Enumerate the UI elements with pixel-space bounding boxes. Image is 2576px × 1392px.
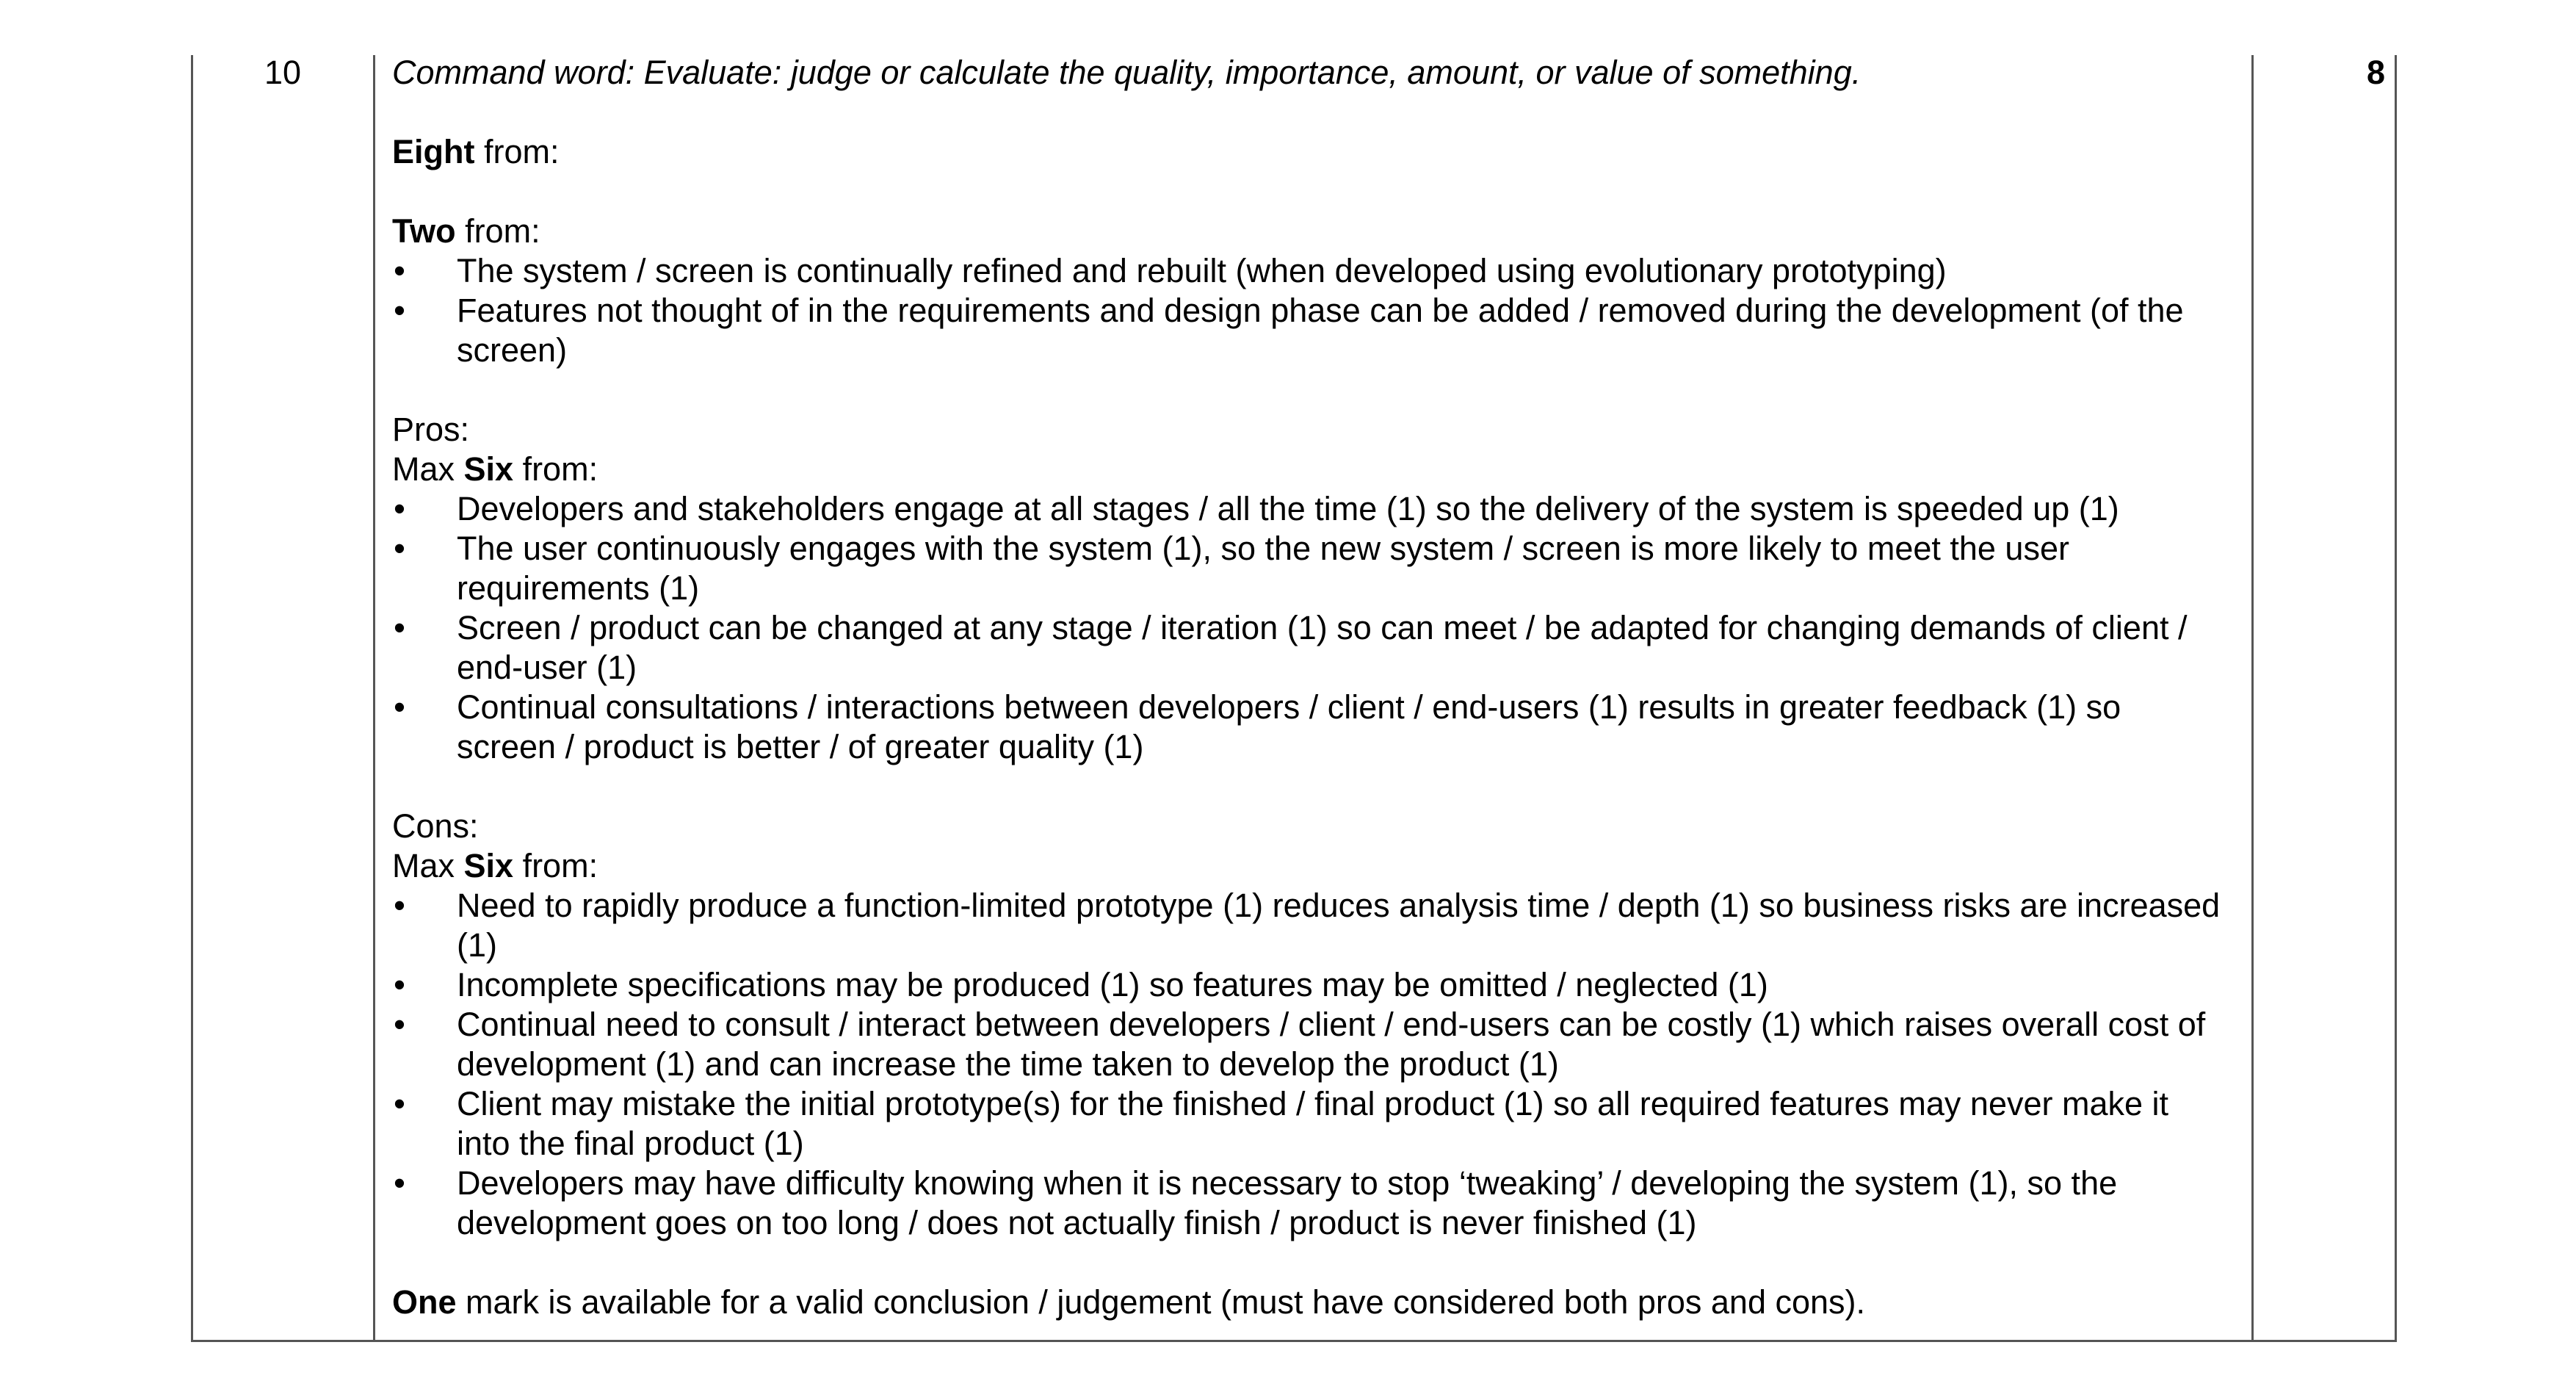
table-border-marks-divider [2251,55,2254,1342]
bullet-icon: • [394,530,405,567]
list-item-text: Features not thought of in the requirements and design phase can be added / removed during the development (of the screen) [457,292,2184,369]
list-item-text: The system / screen is continually refined and rebuilt (when developed using evolutionary prototyping) [457,252,1947,289]
eight-from-rest: from: [474,133,560,170]
list-item [392,1084,2228,1164]
two-from-list [392,251,2228,370]
table-border-number-divider [373,55,375,1342]
list-item [392,251,2228,291]
conclusion-line [392,1283,2228,1322]
cons-heading: Cons: [392,807,479,845]
pros-list [392,489,2228,767]
list-item [392,608,2228,688]
cons-max-prefix: Max [392,847,464,884]
list-item-text: Developers may have difficulty knowing when it is necessary to stop ‘tweaking’ / developing the system (1), so the development goes on too long / does not actually finish / product is never finished (1) [457,1164,2118,1241]
command-word: Command word: Evaluate: judge or calculate the quality, importance, amount, or value of something. [392,54,1862,91]
list-item [392,291,2228,370]
cons-max-rest: from: [513,847,598,884]
marks-cell [2253,53,2395,93]
mark-scheme-answer [392,53,2228,1322]
cons-max-line [392,846,2228,886]
list-item-text: Developers and stakeholders engage at all stages / all the time (1) so the delivery of the system is speeded up (1) [457,490,2119,527]
two-from-bold: Two [392,212,456,250]
cons-list [392,886,2228,1243]
bullet-icon: • [394,966,405,1003]
bullet-icon: • [394,609,405,646]
bullet-icon: • [394,1164,405,1202]
bullet-icon: • [394,1085,405,1122]
list-item [392,965,2228,1005]
table-border-left [191,55,193,1342]
list-item-text: Need to rapidly produce a function-limited prototype (1) reduces analysis time / depth (1) so business risks are increased (1) [457,887,2221,964]
pros-heading: Pros: [392,411,470,448]
list-item-text: The user continuously engages with the system (1), so the new system / screen is more likely to meet the user requirements (1) [457,530,2069,607]
eight-from-bold: Eight [392,133,475,170]
eight-from-line [392,132,2228,172]
list-item-text: Incomplete specifications may be produced (1) so features may be omitted / neglected (1) [457,966,1768,1003]
pros-max-rest: from: [513,450,598,488]
table-border-bottom [191,1340,2397,1342]
bullet-icon: • [394,490,405,527]
list-item [392,1005,2228,1084]
conclusion-rest: mark is available for a valid conclusion / judgement (must have considered both pros and cons). [456,1283,1866,1321]
pros-max-bold: Six [463,450,514,488]
list-item-text: Continual consultations / interactions between developers / client / end-users (1) results in greater feedback (1) so screen / product is better / of greater quality (1) [457,688,2121,765]
bullet-icon: • [394,252,405,289]
table-border-right [2395,55,2397,1342]
bullet-icon: • [394,887,405,924]
list-item-text: Client may mistake the initial prototype(s) for the finished / final product (1) so all required features may never make it into the final product (1) [457,1085,2169,1162]
conclusion-bold: One [392,1283,457,1321]
list-item [392,529,2228,608]
bullet-icon: • [394,292,405,329]
bullet-icon: • [394,688,405,726]
question-number: 10 [264,54,302,91]
pros-max-line [392,450,2228,489]
list-item [392,489,2228,529]
two-from-rest: from: [455,212,540,250]
list-item [392,688,2228,767]
cons-max-bold: Six [463,847,514,884]
list-item [392,886,2228,965]
pros-max-prefix: Max [392,450,464,488]
marks-value: 8 [2366,54,2385,91]
bullet-icon: • [394,1006,405,1043]
list-item-text: Screen / product can be changed at any stage / iteration (1) so can meet / be adapted for changing demands of client / end-user (1) [457,609,2188,686]
two-from-line [392,212,2228,251]
list-item-text: Continual need to consult / interact between developers / client / end-users can be costly (1) which raises overall cost of development (1) and can increase the time taken to develop the product (1) [457,1006,2206,1083]
list-item [392,1164,2228,1243]
